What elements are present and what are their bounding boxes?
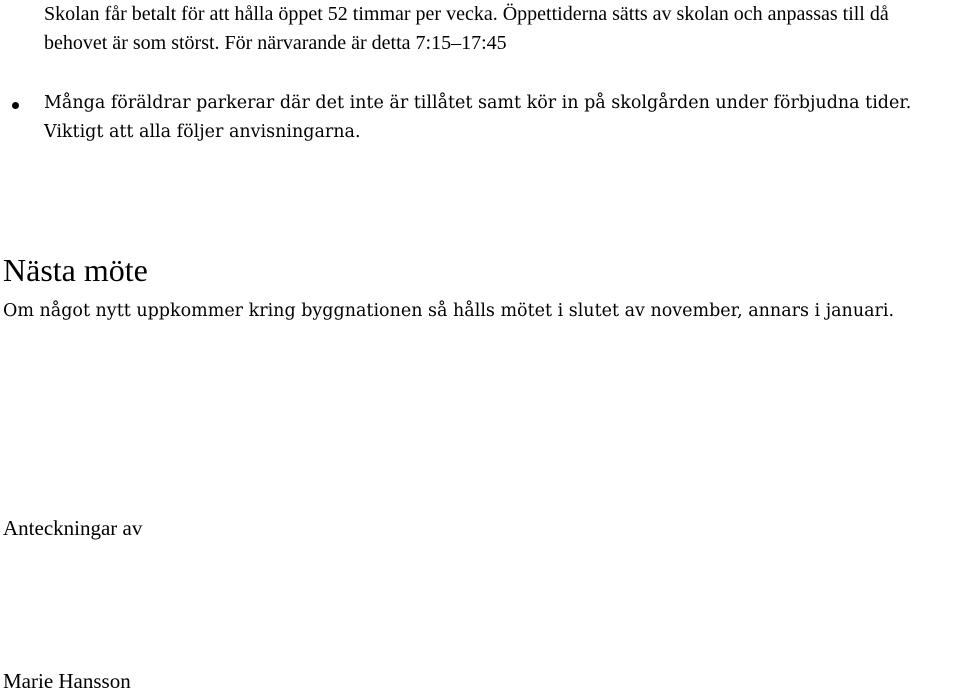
- next-meeting-heading: Nästa möte: [3, 252, 148, 288]
- author-name: Marie Hansson: [3, 669, 131, 693]
- opening-hours-paragraph: Skolan får betalt för att hålla öppet 52 timmar per vecka. Öppettiderna sätts av skolan och anpassas till då behovet är som störst. För närvarande är detta 7:15‒17:45: [44, 3, 889, 54]
- next-meeting-paragraph: Om något nytt uppkommer kring byggnationen så hålls mötet i slutet av november, annars i januari.: [3, 301, 895, 321]
- parking-note-text: Många föräldrar parkerar där det inte är tillåtet samt kör in på skolgården under förbjudna tider. Viktigt att alla följer anvisningarna.: [44, 93, 912, 142]
- notes-by-label: Anteckningar av: [3, 516, 143, 540]
- bullet-icon: [12, 102, 19, 109]
